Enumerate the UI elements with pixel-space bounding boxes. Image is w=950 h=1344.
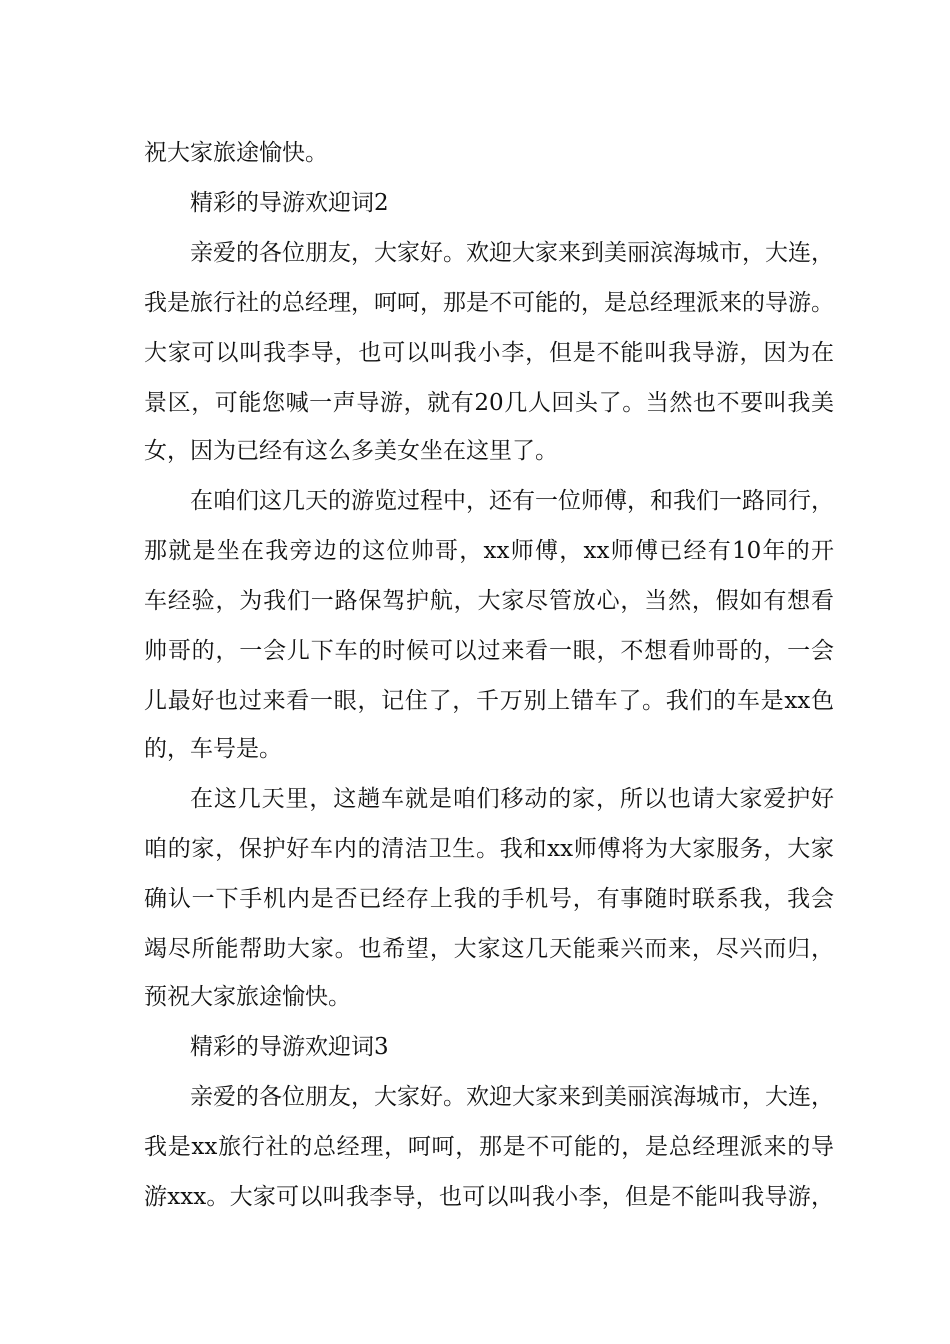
text-line: 亲爱的各位朋友，大家好。欢迎大家来到美丽滨海城市，大连，	[190, 1084, 834, 1110]
text-line: 那就是坐在我旁边的这位帅哥，xx师傅，xx师傅已经有10年的开	[144, 538, 834, 564]
section-heading: 精彩的导游欢迎词3	[190, 1034, 389, 1060]
text-line: 景区，可能您喊一声导游，就有20几人回头了。当然也不要叫我美	[144, 390, 834, 416]
text-line: 女，因为已经有这么多美女坐在这里了。	[144, 438, 558, 464]
text-line: 儿最好也过来看一眼，记住了，千万别上错车了。我们的车是xx色	[144, 688, 834, 714]
text-line: 咱的家，保护好车内的清洁卫生。我和xx师傅将为大家服务，大家	[144, 836, 834, 862]
text-line: 在咱们这几天的游览过程中，还有一位师傅，和我们一路同行，	[190, 488, 834, 514]
text-line: 祝大家旅途愉快。	[144, 140, 328, 166]
text-line: 帅哥的，一会儿下车的时候可以过来看一眼，不想看帅哥的，一会	[144, 638, 834, 664]
section-heading: 精彩的导游欢迎词2	[190, 190, 389, 216]
text-line: 确认一下手机内是否已经存上我的手机号，有事随时联系我，我会	[144, 886, 834, 912]
text-line: 我是旅行社的总经理，呵呵，那是不可能的，是总经理派来的导游。	[144, 290, 834, 316]
text-line: 竭尽所能帮助大家。也希望，大家这几天能乘兴而来，尽兴而归，	[144, 936, 834, 962]
text-line: 车经验，为我们一路保驾护航，大家尽管放心，当然，假如有想看	[144, 588, 834, 614]
text-line: 大家可以叫我李导，也可以叫我小李，但是不能叫我导游，因为在	[144, 340, 834, 366]
text-line: 亲爱的各位朋友，大家好。欢迎大家来到美丽滨海城市，大连，	[190, 240, 834, 266]
text-line: 在这几天里，这趟车就是咱们移动的家，所以也请大家爱护好	[190, 786, 834, 812]
text-line: 我是xx旅行社的总经理，呵呵，那是不可能的，是总经理派来的导	[144, 1134, 834, 1160]
text-line: 游xxx。大家可以叫我李导，也可以叫我小李，但是不能叫我导游，	[144, 1184, 834, 1210]
text-line: 的，车号是。	[144, 736, 282, 762]
text-line: 预祝大家旅途愉快。	[144, 984, 351, 1010]
